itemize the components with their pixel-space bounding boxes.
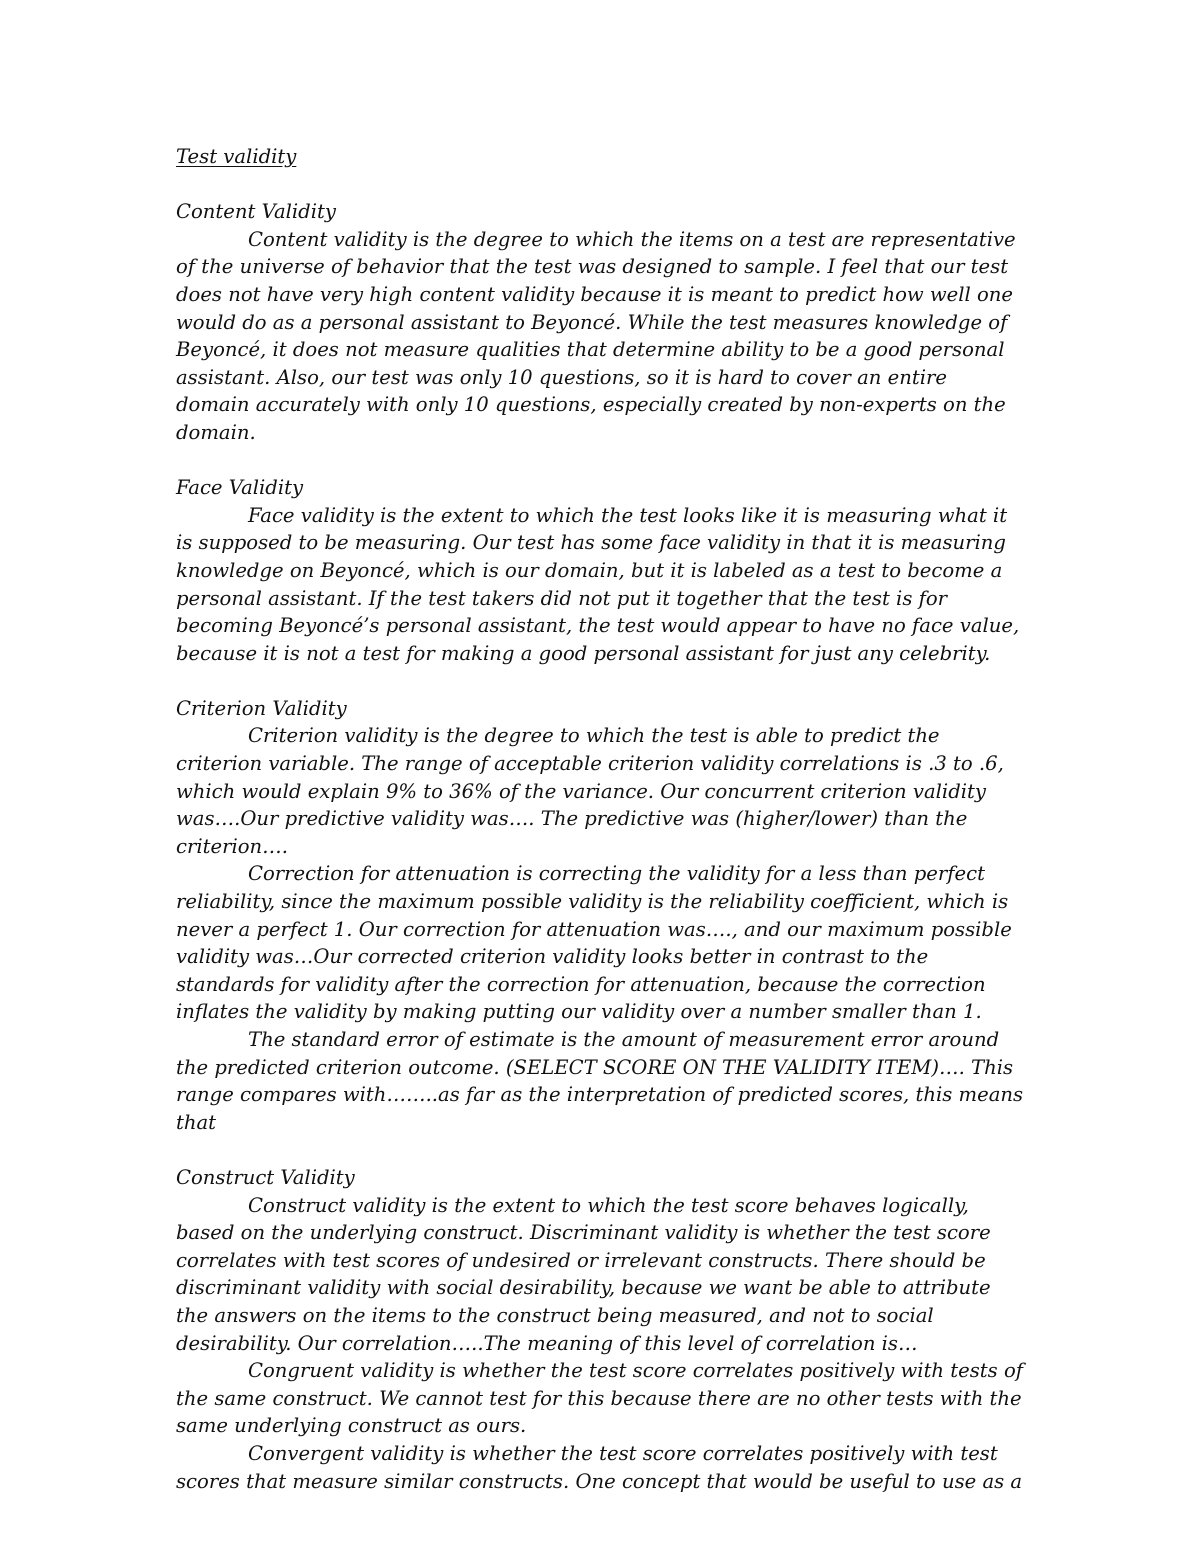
section-face-validity <box>176 474 1026 667</box>
section-heading: Construct Validity <box>176 1165 355 1189</box>
section-heading: Criterion Validity <box>176 696 347 720</box>
section-heading: Content Validity <box>176 200 336 224</box>
paragraph: Criterion validity is the degree to which the test is able to predict the criterion variable. The range of acceptable criterion validity correlations is .3 to .6, which would explain 9% to 36% of the variance. Our concurrent criterion validity was….Our predictive validity was…. The predictive was (higher/lower) than the criterion…. <box>176 724 1004 858</box>
paragraph: Convergent validity is whether the test score correlates positively with test scores that measure similar constructs. One concept that would be useful to use as a <box>176 1441 1023 1493</box>
paragraph: Face validity is the extent to which the test looks like it is measuring what it is supposed to be measuring. Our test has some face validity in that it is measuring knowledge on Beyoncé, which is our domain, but it is labeled as a test to become a personal assistant. If the test takers did not put it together that the test is for becoming Beyoncé’s personal assistant, the test would appear to have no face value, because it is not a test for making a good personal assistant for just any celebrity. <box>176 503 1020 665</box>
document-page <box>176 143 1026 1495</box>
paragraph: The standard error of estimate is the amount of measurement error around the predicted criterion outcome. (SELECT SCORE ON THE VALIDITY ITEM)…. This range compares with……..as far as the interpretation of predicted scores, this means that <box>176 1028 1024 1134</box>
document-title: Test validity <box>176 145 297 168</box>
section-construct-validity <box>176 1164 1026 1495</box>
section-content-validity <box>176 198 1026 446</box>
paragraph: Congruent validity is whether the test score correlates positively with tests of the same construct. We cannot test for this because there are no other tests with the same underlying construct as ours. <box>176 1359 1024 1438</box>
paragraph: Correction for attenuation is correcting the validity for a less than perfect reliability, since the maximum possible validity is the reliability coefficient, which is never a perfect 1. Our correction for attenuation was…., and our maximum possible validity was…Our corrected criterion validity looks better in contrast to the standards for validity after the correction for attenuation, because the correction inflates the validity by making putting our validity over a number smaller than 1. <box>176 862 1012 1024</box>
section-criterion-validity <box>176 695 1026 1137</box>
paragraph: Construct validity is the extent to which the test score behaves logically, based on the underlying construct. Discriminant validity is whether the test score correlates with test scores of undesired or irrelevant constructs. There should be discriminant validity with social desirability, because we want be able to attribute the answers on the items to the construct being measured, and not to social desirability. Our correlation…..The meaning of this level of correlation is… <box>176 1193 991 1355</box>
section-heading: Face Validity <box>176 476 304 500</box>
paragraph: Content validity is the degree to which the items on a test are representative of the universe of behavior that the test was designed to sample. I feel that our test does not have very high content validity because it is meant to predict how well one would do as a personal assistant to Beyoncé. While the test measures knowledge of Beyoncé, it does not measure qualities that determine ability to be a good personal assistant. Also, our test was only 10 questions, so it is hard to cover an entire domain accurately with only 10 questions, especially created by non-experts on the domain. <box>176 227 1016 444</box>
